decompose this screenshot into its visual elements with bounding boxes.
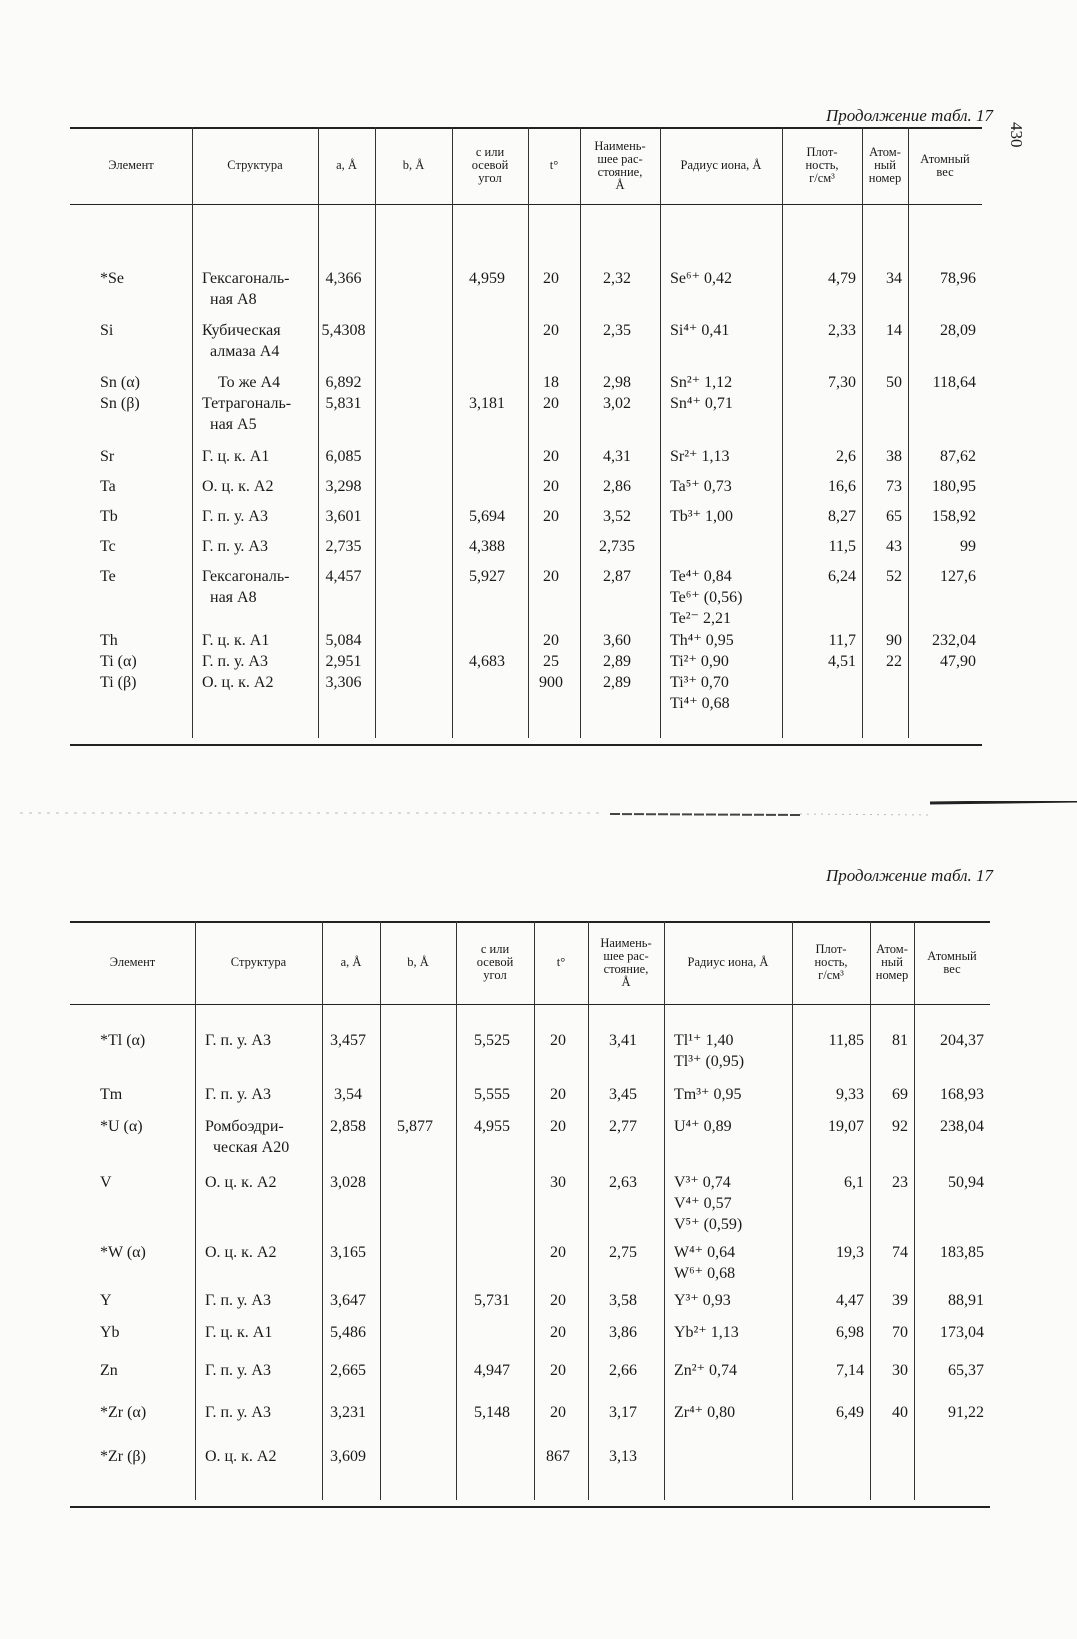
table-bottom-cell-b: 5,877 [397, 1118, 433, 1135]
table-bottom-cell-element: Zn [100, 1362, 118, 1379]
table-bottom-column-divider [380, 921, 381, 1500]
table-bottom-cell-a: 3,028 [330, 1174, 366, 1191]
table-top-cell-density: 8,27 [828, 508, 856, 525]
table-bottom-cell-structure: О. ц. к. A2 [205, 1448, 277, 1465]
table-top-cell-t: 20 [543, 508, 559, 525]
table-bottom-cell-density: 6,98 [836, 1324, 864, 1341]
table-bottom-cell-element: Yb [100, 1324, 120, 1341]
table-bottom-cell-structure: Г. ц. к. A1 [205, 1324, 273, 1341]
table-top-cell-structure: Г. п. у. A3 [202, 538, 268, 555]
table-top-header-min-distance: Наимень- шее рас- стояние, Å [594, 138, 646, 192]
table-bottom-cell-ion-radius: Y³⁺ 0,93 [674, 1292, 731, 1309]
table-bottom-cell-density: 7,14 [836, 1362, 864, 1379]
table-top-cell-min-distance: 2,735 [599, 538, 635, 555]
table-bottom-rule [70, 1004, 990, 1005]
table-top-cell-c-axis: 4,959 [469, 270, 505, 287]
table-top-cell-ion-radius: Si⁴⁺ 0,41 [670, 322, 730, 339]
table-bottom-cell-a: 3,165 [330, 1244, 366, 1261]
table-bottom-cell-c-axis: 5,555 [474, 1086, 510, 1103]
table-top-cell-density: 2,6 [836, 448, 856, 465]
table-bottom-cell-t: 867 [546, 1448, 570, 1465]
table-top-cell-a: 2,735 [325, 538, 362, 555]
table-top-cell-atomic-number: 50 [886, 374, 902, 391]
table-top-cell-a: 5,4308 [321, 322, 366, 339]
table-top-cell-structure: Г. ц. к. A1 [202, 448, 270, 465]
table-bottom-header-atomic-number: Атом- ный номер [875, 942, 909, 982]
table-bottom-header-atomic-weight: Атомный вес [927, 948, 977, 976]
table-bottom-cell-element: V [100, 1174, 112, 1191]
table-top-cell-c-axis: 5,927 [469, 568, 505, 585]
table-top-cell-min-distance: 3,60 2,89 2,89 [603, 632, 631, 691]
table-bottom-cell-density: 11,85 [828, 1032, 864, 1049]
table-top-cell-min-distance: 3,52 [603, 508, 631, 525]
table-top-cell-min-distance: 2,32 [603, 270, 631, 287]
table-bottom-cell-density: 6,1 [844, 1174, 864, 1191]
table-bottom-cell-atomic-number: 70 [892, 1324, 908, 1341]
table-top-cell-density: 16,6 [828, 478, 856, 495]
table-top-cell-a: 6,892 5,831 [325, 374, 362, 412]
table-bottom-cell-c-axis: 4,955 [474, 1118, 510, 1135]
table-bottom-cell-structure: Г. п. у. A3 [205, 1086, 271, 1103]
table-top-cell-structure: Г. ц. к. A1 Г. п. у. A3 О. ц. к. A2 [202, 632, 274, 691]
table-top-cell-atomic-weight: 78,96 [940, 270, 976, 287]
table-top-cell-atomic-weight: 87,62 [940, 448, 976, 465]
table-top-cell-atomic-number: 14 [886, 322, 902, 339]
table-bottom-cell-ion-radius: Yb²⁺ 1,13 [674, 1324, 739, 1341]
table-top-cell-t: 20 25 900 [539, 632, 563, 691]
table-top-cell-min-distance: 2,87 [603, 568, 631, 585]
table-bottom-cell-atomic-number: 81 [892, 1032, 908, 1049]
table-bottom-header-a: a, Å [340, 955, 362, 969]
table-bottom-cell-density: 6,49 [836, 1404, 864, 1421]
table-top-cell-a: 4,366 [325, 270, 362, 287]
table-bottom-cell-atomic-number: 23 [892, 1174, 908, 1191]
table-top-cell-density: 2,33 [828, 322, 856, 339]
table-top-cell-density: 4,79 [828, 270, 856, 287]
table-top-cell-atomic-number: 65 [886, 508, 902, 525]
table-bottom-header-c-axis: c или осевой угол [476, 942, 514, 982]
table-bottom-cell-atomic-weight: 173,04 [940, 1324, 984, 1341]
table-top-cell-ion-radius: Se⁶⁺ 0,42 [670, 270, 733, 287]
table-bottom-cell-element: *U (α) [100, 1118, 143, 1135]
table-bottom-cell-t: 20 [550, 1324, 566, 1341]
table-bottom-header-structure: Структура [230, 955, 287, 969]
table-bottom-cell-density: 19,07 [828, 1118, 864, 1135]
table-top-cell-atomic-weight: 158,92 [932, 508, 976, 525]
table-bottom-cell-structure: Г. п. у. A3 [205, 1362, 271, 1379]
table-bottom-cell-atomic-weight: 204,37 [940, 1032, 984, 1049]
table-top-cell-structure: Кубическая алмаза A4 [202, 322, 281, 360]
table-top-cell-atomic-number: 73 [886, 478, 902, 495]
table-top-cell-ion-radius: Ta⁵⁺ 0,73 [670, 478, 732, 495]
table-top-cell-a: 5,084 2,951 3,306 [325, 632, 362, 691]
table-top-cell-density: 11,7 4,51 [828, 632, 856, 670]
table-bottom-cell-ion-radius: Zr⁴⁺ 0,80 [674, 1404, 736, 1421]
table-bottom-cell-structure: О. ц. к. A2 [205, 1244, 277, 1261]
table-top-cell-t: 20 [543, 478, 559, 495]
table-bottom-cell-t: 30 [550, 1174, 566, 1191]
table-top-cell-ion-radius: Sn²⁺ 1,12 Sn⁴⁺ 0,71 [670, 374, 733, 412]
table-bottom-cell-structure: Г. п. у. A3 [205, 1404, 271, 1421]
table-bottom-cell-ion-radius: Tm³⁺ 0,95 [674, 1086, 742, 1103]
table-bottom-column-divider [195, 921, 196, 1500]
table-bottom-cell-a: 3,54 [334, 1086, 362, 1103]
page-number: 430 [1007, 122, 1026, 148]
table-bottom-cell-min-distance: 3,58 [609, 1292, 637, 1309]
table-bottom-cell-t: 20 [550, 1032, 566, 1049]
table-bottom-cell-atomic-number: 39 [892, 1292, 908, 1309]
table-bottom-cell-atomic-weight: 238,04 [940, 1118, 984, 1135]
table-bottom-cell-t: 20 [550, 1086, 566, 1103]
table-bottom-cell-atomic-weight: 50,94 [948, 1174, 984, 1191]
table-top-cell-c-axis: 5,694 [469, 508, 505, 525]
table-top-cell-atomic-number: 38 [886, 448, 902, 465]
table-bottom-cell-atomic-number: 92 [892, 1118, 908, 1135]
table-bottom-cell-a: 2,665 [330, 1362, 366, 1379]
table-bottom-cell-min-distance: 2,66 [609, 1362, 637, 1379]
table-bottom-cell-ion-radius: W⁴⁺ 0,64 W⁶⁺ 0,68 [674, 1244, 736, 1282]
table-top-cell-atomic-weight: 99 [960, 538, 976, 555]
table-bottom-cell-element: *W (α) [100, 1244, 146, 1261]
table-top-cell-atomic-number: 52 [886, 568, 902, 585]
table-bottom-cell-atomic-number: 74 [892, 1244, 908, 1261]
table-bottom-cell-atomic-weight: 88,91 [948, 1292, 984, 1309]
table-top-cell-c-axis: 3,181 [469, 395, 505, 412]
table-bottom-cell-element: Y [100, 1292, 112, 1309]
table-top-cell-t: 20 [543, 270, 559, 287]
table-top-cell-structure: Гексагональ- ная A8 [202, 568, 290, 606]
table-top-cell-min-distance: 2,86 [603, 478, 631, 495]
table-bottom-cell-c-axis: 5,148 [474, 1404, 510, 1421]
table-top-cell-a: 3,298 [325, 478, 362, 495]
table-bottom-cell-t: 20 [550, 1404, 566, 1421]
table-bottom-cell-ion-radius: Tl¹⁺ 1,40 Tl³⁺ (0,95) [674, 1032, 745, 1070]
table-top-header-atomic-number: Атом- ный номер [868, 145, 902, 185]
table-bottom-cell-min-distance: 3,86 [609, 1324, 637, 1341]
table-bottom-cell-a: 3,231 [330, 1404, 366, 1421]
table-bottom-header-ion-radius: Радиус иона, Å [687, 955, 769, 969]
table-bottom-cell-a: 3,609 [330, 1448, 366, 1465]
table-top-cell-min-distance: 4,31 [603, 448, 631, 465]
table-top-cell-element: Ta [100, 478, 116, 495]
table-top-cell-structure: То же A4 Тетрагональ- ная A5 [202, 374, 292, 433]
table-top-cell-t: 20 [543, 322, 559, 339]
table-bottom-cell-t: 20 [550, 1292, 566, 1309]
table-top-cell-atomic-weight: 180,95 [932, 478, 976, 495]
table-top-cell-element: Sr [100, 448, 115, 465]
table-top-cell-element: Te [100, 568, 116, 585]
table-bottom-cell-c-axis: 5,525 [474, 1032, 510, 1049]
table-bottom-cell-min-distance: 3,45 [609, 1086, 637, 1103]
table-bottom-cell-atomic-weight: 91,22 [948, 1404, 984, 1421]
table-bottom-cell-t: 20 [550, 1118, 566, 1135]
table-top-cell-t: 20 [543, 448, 559, 465]
table-top-cell-element: Tc [100, 538, 116, 555]
table-bottom-cell-structure: Г. п. у. A3 [205, 1032, 271, 1049]
table-top-cell-structure: О. ц. к. A2 [202, 478, 274, 495]
table-bottom-cell-structure: Ромбоэдри- ческая A20 [205, 1118, 290, 1156]
table-bottom-cell-atomic-weight: 168,93 [940, 1086, 984, 1103]
table-top-cell-element: *Se [100, 270, 124, 287]
table-top-cell-t: 20 [543, 568, 559, 585]
table-bottom-cell-element: *Zr (β) [100, 1448, 146, 1465]
table-bottom-cell-element: Tm [100, 1086, 123, 1103]
table-top-cell-a: 3,601 [325, 508, 362, 525]
table-bottom-cell-element: *Tl (α) [100, 1032, 146, 1049]
table-top-cell-density: 7,30 [828, 374, 856, 391]
table-bottom-cell-a: 5,486 [330, 1324, 366, 1341]
table-caption-top: Продолжение табл. 17 [826, 106, 994, 125]
table-top-cell-t: 18 20 [543, 374, 559, 412]
table-bottom-cell-density: 9,33 [836, 1086, 864, 1103]
table-top-cell-atomic-number: 90 22 [886, 632, 902, 670]
table-top-cell-structure: Гексагональ- ная A8 [202, 270, 290, 308]
table-caption-bottom: Продолжение табл. 17 [826, 866, 994, 885]
table-bottom-cell-min-distance: 3,13 [609, 1448, 637, 1465]
table-top-cell-min-distance: 2,35 [603, 322, 631, 339]
table-top-cell-atomic-number: 43 [886, 538, 902, 555]
table-bottom-header-element: Элемент [109, 955, 156, 969]
table-bottom-cell-element: *Zr (α) [100, 1404, 147, 1421]
table-top-cell-element: Si [100, 322, 114, 339]
table-bottom-cell-atomic-number: 30 [892, 1362, 908, 1379]
table-bottom-cell-density: 19,3 [836, 1244, 864, 1261]
table-top-header-density: Плот- ность, г/см³ [805, 145, 839, 185]
table-top-header-ion-radius: Радиус иона, Å [680, 158, 762, 172]
table-top-cell-atomic-number: 34 [886, 270, 902, 287]
table-top-header-c-axis: c или осевой угол [471, 145, 509, 185]
table-bottom-cell-min-distance: 2,63 [609, 1174, 637, 1191]
table-top-cell-c-axis: 4,683 [469, 653, 505, 670]
table-bottom-cell-a: 3,457 [330, 1032, 366, 1049]
table-bottom-cell-a: 2,858 [330, 1118, 366, 1135]
table-top-cell-element: Tb [100, 508, 118, 525]
table-top-cell-c-axis: 4,388 [469, 538, 505, 555]
table-bottom-rule [70, 921, 990, 923]
table-top-cell-element: Th Ti (α) Ti (β) [100, 632, 137, 691]
table-top-cell-ion-radius: Tb³⁺ 1,00 [670, 508, 734, 525]
table-top-cell-ion-radius: Sr²⁺ 1,13 [670, 448, 730, 465]
table-top-cell-element: Sn (α) Sn (β) [100, 374, 140, 412]
table-top-cell-ion-radius: Te⁴⁺ 0,84 Te⁶⁺ (0,56) Te²⁻ 2,21 [670, 568, 743, 627]
table-bottom-header-min-distance: Наимень- шее рас- стояние, Å [600, 935, 652, 989]
table-top-cell-atomic-weight: 28,09 [940, 322, 976, 339]
table-top-cell-ion-radius: Th⁴⁺ 0,95 Ti²⁺ 0,90 Ti³⁺ 0,70 Ti⁴⁺ 0,68 [670, 632, 734, 712]
table-top-cell-density: 6,24 [828, 568, 856, 585]
table-bottom-cell-t: 20 [550, 1362, 566, 1379]
table-top-header-a: a, Å [336, 158, 357, 172]
table-bottom-cell-ion-radius: U⁴⁺ 0,89 [674, 1118, 732, 1135]
table-top-cell-atomic-weight: 232,04 47,90 [932, 632, 976, 670]
table-bottom-cell-min-distance: 2,75 [609, 1244, 637, 1261]
table-bottom-cell-t: 20 [550, 1244, 566, 1261]
table-top-header-b: b, Å [402, 158, 425, 172]
table-top-header-structure: Структура [227, 158, 283, 172]
table-top-cell-density: 11,5 [828, 538, 856, 555]
table-top-cell-atomic-weight: 118,64 [932, 374, 976, 391]
table-bottom-cell-min-distance: 2,77 [609, 1118, 637, 1135]
table-bottom-cell-atomic-weight: 183,85 [940, 1244, 984, 1261]
table-bottom-header-density: Плот- ность, г/см³ [814, 942, 848, 982]
table-bottom-column-divider [664, 921, 665, 1500]
table-bottom-cell-atomic-number: 40 [892, 1404, 908, 1421]
table-top-cell-a: 6,085 [325, 448, 362, 465]
table-top-header-t: t° [549, 158, 559, 172]
table-bottom-cell-c-axis: 5,731 [474, 1292, 510, 1309]
table-top-cell-a: 4,457 [325, 568, 362, 585]
table-bottom-cell-density: 4,47 [836, 1292, 864, 1309]
table-bottom-cell-ion-radius: Zn²⁺ 0,74 [674, 1362, 738, 1379]
table-bottom-cell-atomic-weight: 65,37 [948, 1362, 984, 1379]
table-bottom-header-b: b, Å [407, 955, 429, 969]
table-bottom-rule [70, 1506, 990, 1508]
table-top-header-atomic-weight: Атомный вес [920, 151, 970, 179]
table-bottom-header-t: t° [556, 955, 566, 969]
table-bottom-cell-a: 3,647 [330, 1292, 366, 1309]
table-top-cell-min-distance: 2,98 3,02 [603, 374, 631, 412]
table-bottom-cell-atomic-number: 69 [892, 1086, 908, 1103]
table-bottom-cell-min-distance: 3,17 [609, 1404, 637, 1421]
table-bottom-cell-structure: О. ц. к. A2 [205, 1174, 277, 1191]
table-top-cell-atomic-weight: 127,6 [940, 568, 976, 585]
table-bottom-cell-min-distance: 3,41 [609, 1032, 637, 1049]
table-top-cell-structure: Г. п. у. A3 [202, 508, 268, 525]
table-bottom-cell-structure: Г. п. у. A3 [205, 1292, 271, 1309]
table-bottom-cell-c-axis: 4,947 [474, 1362, 510, 1379]
table-top-header-element: Элемент [108, 158, 154, 172]
table-bottom-cell-ion-radius: V³⁺ 0,74 V⁴⁺ 0,57 V⁵⁺ (0,59) [674, 1174, 743, 1233]
